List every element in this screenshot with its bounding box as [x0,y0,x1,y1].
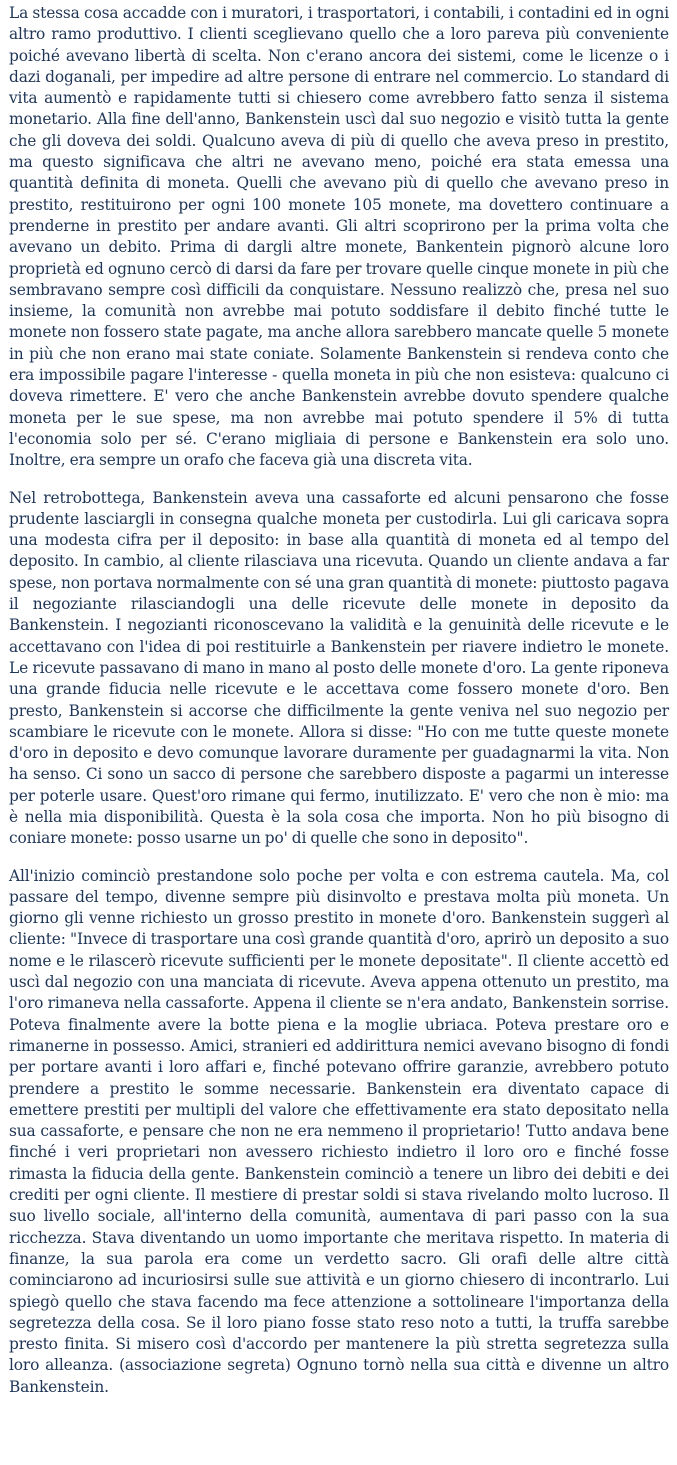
paragraph-2: Nel retrobottega, Bankenstein aveva una cassaforte ed alcuni pensarono che fosse prudente lasciargli in consegna qualche moneta per custodirla. Lui gli caricava sopra una modesta cifra per il deposito: in base alla quantità di moneta ed al tempo del deposito. In cambio, al cliente rilasciava una ricevuta. Quando un cliente andava a far spese, non portava normalmente con sé una gran quantità di monete: piuttosto pagava il negoziante rilasciandogli una delle ricevute delle monete in deposito da Bankenstein. I negozianti riconoscevano la validità e la genuinità delle ricevute e le accettavano con l'idea di poi restituirle a Bankenstein per riavere indietro le monete. Le ricevute passavano di mano in mano al posto delle monete d'oro. La gente riponeva una grande fiducia nelle ricevute e le accettava come fossero monete d'oro. Ben presto, Bankenstein si accorse che difficilmente la gente veniva nel suo negozio per scambiare le ricevute con le monete. Allora si disse: "Ho con me tutte queste monete d'oro in deposito e devo comunque lavorare duramente per guadagnarmi la vita. Non ha senso. Ci sono un sacco di persone che sarebbero disposte a pagarmi un interesse per poterle usare. Quest'oro rimane qui fermo, inutilizzato. E' vero che non è mio: ma è nella mia disponibilità. Questa è la sola cosa che importa. Non ho più bisogno di coniare monete: posso usarne un po' di quelle che sono in deposito". [9,488,669,848]
paragraph-1: La stessa cosa accadde con i muratori, i trasportatori, i contabili, i contadini ed in ogni altro ramo produttivo. I clienti sceglievano quello che a loro pareva più conveniente poiché avevano libertà di scelta. Non c'erano ancora dei sistemi, come le licenze o i dazi doganali, per impedire ad altre persone di entrare nel commercio. Lo standard di vita aumentò e rapidamente tutti si chiesero come avrebbero fatto senza il sistema monetario. Alla fine dell'anno, Bankenstein uscì dal suo negozio e visitò tutta la gente che gli doveva dei soldi. Qualcuno aveva di più di quello che aveva preso in prestito, ma questo significava che altri ne avevano meno, poiché era stata emessa una quantità definita di moneta. Quelli che avevano più di quello che avevano preso in prestito, restituirono per ogni 100 monete 105 monete, ma dovettero continuare a prenderne in prestito per andare avanti. Gli altri scoprirono per la prima volta che avevano un debito. Prima di dargli altre monete, Bankentein pignorò alcune loro proprietà ed ognuno cercò di darsi da fare per trovare quelle cinque monete in più che sembravano sempre così difficili da conquistare. Nessuno realizzò che, presa nel suo insieme, la comunità non avrebbe mai potuto soddisfare il debito finché tutte le monete non fossero state pagate, ma anche allora sarebbero mancate quelle 5 monete in più che non erano mai state coniate. Solamente Bankenstein si rendeva conto che era impossibile pagare l'interesse - quella moneta in più che non esisteva: qualcuno ci doveva rimettere. E' vero che anche Bankenstein avrebbe dovuto spendere qualche moneta per le sue spese, ma non avrebbe mai potuto spendere il 5% di tutta l'economia solo per sé. C'erano migliaia di persone e Bankenstein era solo uno. Inoltre, era sempre un orafo che faceva già una discreta vita. [9,4,669,470]
paragraph-3: All'inizio cominciò prestandone solo poche per volta e con estrema cautela. Ma, col passare del tempo, divenne sempre più disinvolto e prestava molta più moneta. Un giorno gli venne richiesto un grosso prestito in monete d'oro. Bankenstein suggerì al cliente: "Invece di trasportare una così grande quantità d'oro, aprirò un deposito a suo nome e le rilascerò ricevute sufficienti per le monete depositate". Il cliente accettò ed uscì dal negozio con una manciata di ricevute. Aveva appena ottenuto un prestito, ma l'oro rimaneva nella cassaforte. Appena il cliente se n'era andato, Bankenstein sorrise. Poteva finalmente avere la botte piena e la moglie ubriaca. Poteva prestare oro e rimanerne in possesso. Amici, stranieri ed addirittura nemici avevano bisogno di fondi per portare avanti i loro affari e, finché potevano offrire garanzie, avrebbero potuto prendere a prestito le somme necessarie. Bankenstein era diventato capace di emettere prestiti per multipli del valore che effettivamente era stato depositato nella sua cassaforte, e pensare che non ne era nemmeno il proprietario! Tutto andava bene finché i veri proprietari non avessero richiesto indietro il loro oro e finché fosse rimasta la fiducia della gente. Bankenstein cominciò a tenere un libro dei debiti e dei crediti per ogni cliente. Il mestiere di prestar soldi si stava rivelando molto lucroso. Il suo livello sociale, all'interno della comunità, aumentava di pari passo con la sua ricchezza. Stava diventando un uomo importante che meritava rispetto. In materia di finanze, la sua parola era come un verdetto sacro. Gli orafi delle altre città cominciarono ad incuriosirsi sulle sue attività e un giorno chiesero di incontrarlo. Lui spiegò quello che stava facendo ma fece attenzione a sottolineare l'importanza della segretezza della cosa. Se il loro piano fosse stato reso noto a tutti, la truffa sarebbe presto finita. Si misero così d'accordo per mantenere la più stretta segretezza sulla loro alleanza. (associazione segreta) Ognuno tornò nella sua città e divenne un altro Bankenstein. [9,866,669,1396]
